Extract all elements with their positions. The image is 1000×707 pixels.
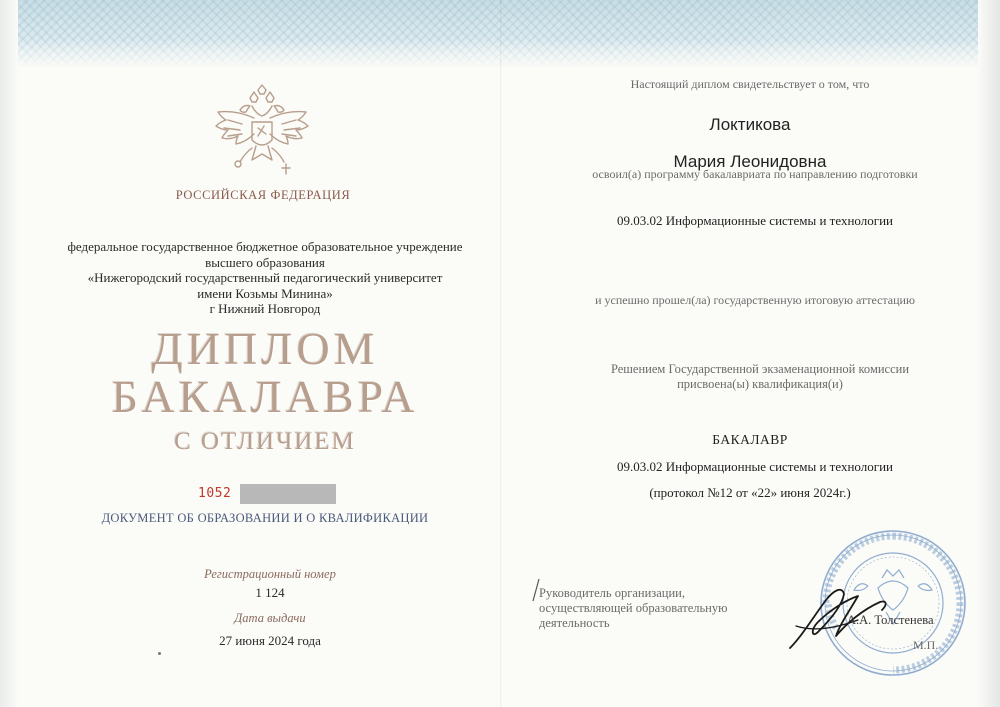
signer-name: А.А. Толстенева (847, 613, 934, 627)
decision-line: присвоена(ы) квалификация(и) (677, 377, 843, 391)
institution-name (40, 239, 490, 317)
institution-line: высшего образования (205, 254, 325, 270)
commission-decision (570, 362, 950, 392)
serial-prefix: 1052 (198, 486, 232, 501)
decision-line: Решением Государственной экзаменационной комиссии (610, 362, 910, 376)
head-line: Руководитель организации, (539, 586, 685, 600)
institution-line: г Нижний Новгород (209, 301, 321, 316)
specialty: 09.03.02 Информационные системы и технологии (617, 213, 893, 228)
ink-dot (158, 652, 161, 655)
diploma-title: ДИПЛОМ (151, 323, 379, 374)
qualification: БАКАЛАВР (712, 432, 788, 447)
stamp-place-label: М.П. (913, 638, 939, 652)
graduate-given-names: Мария Леонидовна (673, 152, 827, 171)
qualification-specialty: 09.03.02 Информационные системы и технологии (617, 459, 893, 474)
diploma-degree: БАКАЛАВРА (111, 371, 419, 422)
document-type: ДОКУМЕНТ ОБ ОБРАЗОВАНИИ И О КВАЛИФИКАЦИИ (101, 511, 429, 525)
institution-line: «Нижегородский государственный педагогический университет (87, 270, 443, 285)
graduate-surname: Локтикова (709, 115, 791, 134)
protocol-reference: (протокол №12 от «22» июня 2024г.) (649, 485, 851, 500)
registration-label: Регистрационный номер (204, 567, 336, 581)
handwritten-signature (784, 566, 894, 656)
country-name: РОССИЙСКАЯ ФЕДЕРАЦИЯ (175, 188, 351, 202)
intro-text: Настоящий диплом свидетельствует о том, что (630, 77, 870, 91)
head-of-organization (539, 586, 727, 631)
right-page (500, 0, 1000, 707)
issue-date-label: Дата выдачи (234, 611, 306, 625)
head-line: деятельность (539, 616, 610, 630)
honors-label: С ОТЛИЧИЕМ (174, 428, 356, 455)
mastered-text: освоил(а) программу бакалавриата по направлению подготовки (592, 167, 918, 181)
registration-number: 1 124 (255, 585, 285, 600)
head-line: осуществляющей образовательную (539, 601, 728, 615)
passed-text: и успешно прошел(ла) государственную итоговую аттестацию (595, 293, 915, 307)
redacted-block (240, 484, 336, 504)
institution-line: федеральное государственное бюджетное образовательное учреждение (67, 239, 463, 254)
issue-date: 27 июня 2024 года (219, 633, 321, 648)
institution-line: имени Козьмы Минина» (197, 285, 333, 301)
double-headed-eagle-icon (206, 84, 318, 184)
